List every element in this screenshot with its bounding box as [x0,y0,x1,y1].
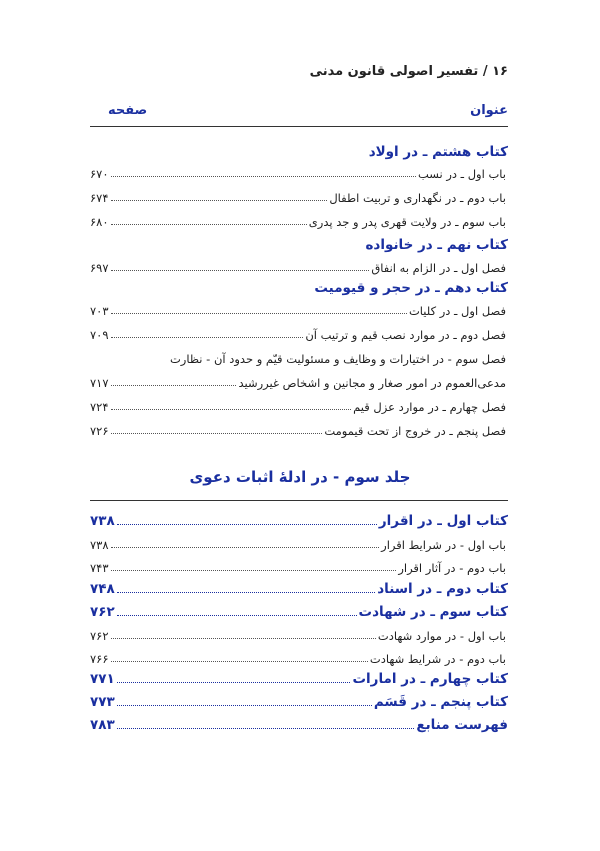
toc-entry-line1[interactable] [53,346,508,366]
toc-book-8[interactable] [90,140,508,160]
toc-book-title: کتاب نهم ـ در خانواده [365,237,508,253]
toc-book-9[interactable] [90,233,508,253]
toc-entry[interactable] [90,209,508,229]
leader-dots [117,592,376,593]
toc-entry[interactable] [90,298,508,318]
toc-book-oath[interactable] [90,690,508,710]
toc-book-page: ۷۸۳ [90,717,115,733]
toc-entry-line2[interactable] [90,370,508,390]
toc-entry-label: باب اول - در موارد شهادت [377,629,506,643]
toc-book-page: ۷۶۲ [90,604,115,620]
toc-book-testimony[interactable] [90,600,508,620]
toc-entry[interactable] [90,322,508,342]
toc-entry-page: ۶۸۰ [90,215,109,229]
toc-book-page: ۷۷۳ [90,694,115,710]
column-title-heading: عنوان [470,103,508,118]
leader-dots [117,615,357,616]
toc-entry-label: فصل اول ـ در کلیات [408,304,506,318]
toc-entry[interactable] [90,185,508,205]
toc-book-title: کتاب اول ـ در اقرار [378,513,508,529]
toc-entry-page: ۷۰۳ [90,304,109,318]
toc-book-presumptions[interactable] [90,667,508,687]
toc-entry-label: باب سوم ـ در ولایت قهری پدر و جد پدری [308,215,506,229]
leader-dots [111,570,397,571]
toc-entry-label: باب اول ـ در نسب [417,167,506,181]
toc-entry-label: باب دوم - در شرایط شهادت [369,652,506,666]
toc-entry-page: ۶۹۷ [90,261,109,275]
toc-entry-page: ۶۷۴ [90,191,109,205]
leader-dots [111,409,352,410]
toc-book-title: کتاب چهارم ـ در امارات [352,671,508,687]
leader-dots [111,176,416,177]
toc-entry-label: فصل اول ـ در الزام به انفاق [371,261,506,275]
toc-book-10[interactable] [90,276,508,296]
toc-entry-page: ۷۶۲ [90,629,109,643]
toc-entry-label: فصل چهارم ـ در موارد عزل قیم [353,400,506,414]
toc-book-title: کتاب هشتم ـ در اولاد [368,144,508,160]
toc-entry-page: ۷۶۶ [90,652,109,666]
leader-dots [111,337,304,338]
toc-book-title: کتاب دوم ـ در اسناد [377,581,508,597]
toc-entry[interactable] [90,623,508,643]
toc-entry-page: ۷۴۳ [90,561,109,575]
leader-dots [111,200,328,201]
running-header: ۱۶ / تفسیر اصولی قانون مدنی [309,64,508,79]
toc-book-confession[interactable] [90,509,508,529]
leader-dots [117,728,415,729]
leader-dots [111,270,370,271]
leader-dots [111,638,376,639]
toc-entry-page: ۷۰۹ [90,328,109,342]
toc-entry[interactable] [90,646,508,666]
leader-dots [117,705,372,706]
leader-dots [111,433,323,434]
toc-entry-page: ۷۳۸ [90,538,109,552]
toc-entry[interactable] [90,418,508,438]
toc-book-title: کتاب سوم ـ در شهادت [358,604,508,620]
toc-book-title: کتاب پنجم ـ در قَسَم [373,694,508,710]
toc-entry[interactable] [90,161,508,181]
toc-entry-label: فصل سوم - در اختیارات و وظایف و مسئولیت قیّم و حدود آن - نظارت [169,352,506,366]
leader-dots [111,547,380,548]
toc-book-page: ۷۷۱ [90,671,115,687]
toc-entry-label: باب دوم ـ در نگهداری و تربیت اطفال [329,191,506,205]
toc-entry[interactable] [90,532,508,552]
toc-book-page: ۷۳۸ [90,513,115,529]
column-page-heading: صفحه [108,103,148,118]
toc-entry-label: فصل پنجم ـ در خروج از تحت قیمومت [324,424,506,438]
leader-dots [111,661,368,662]
toc-book-page: ۷۴۸ [90,581,115,597]
toc-book-documents[interactable] [90,577,508,597]
leader-dots [111,313,407,314]
leader-dots [111,224,307,225]
toc-entry-label: باب اول - در شرایط اقرار [381,538,506,552]
toc-entry[interactable] [90,555,508,575]
toc-entry[interactable] [90,394,508,414]
volume-rule [90,500,508,501]
toc-entry-page: ۷۱۷ [90,376,109,390]
leader-dots [111,385,237,386]
toc-entry-label: باب دوم - در آثار اقرار [398,561,506,575]
leader-dots [117,524,377,525]
toc-entry-page: ۷۲۶ [90,424,109,438]
header-rule [90,126,508,127]
toc-book-title: کتاب دهم ـ در حجر و قیومیت [314,280,508,296]
toc-entry-label: فصل دوم ـ در موارد نصب قیم و ترتیب آن [305,328,506,342]
toc-entry-label: مدعی‌العموم در امور صغار و مجانین و اشخاص غیررشید [238,376,506,390]
toc-entry-page: ۷۲۴ [90,400,109,414]
toc-bibliography[interactable] [90,713,508,733]
volume-3-title: جلد سوم - در ادلهٔ اثبات دعوی [189,468,411,486]
leader-dots [117,682,351,683]
toc-entry-page: ۶۷۰ [90,167,109,181]
toc-book-title: فهرست منابع [416,717,508,733]
toc-entry[interactable] [90,255,508,275]
